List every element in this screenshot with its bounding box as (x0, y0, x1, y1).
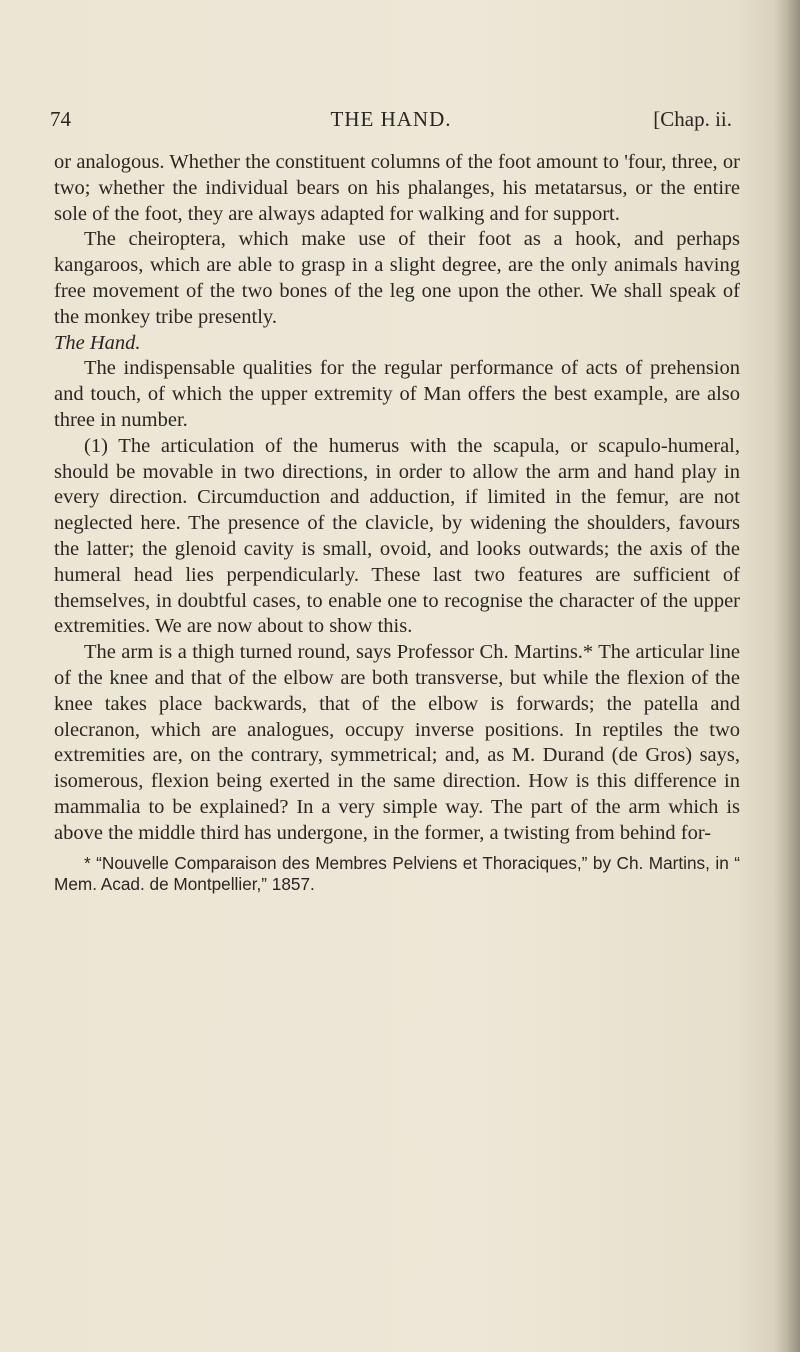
paragraph: The indispensable qualities for the regular performance of acts of prehension and touch, of which the upper extremity of Man offers the best example, are also three in number. (54, 357, 740, 431)
section-heading: The Hand. (54, 331, 141, 354)
page-edge-shadow (774, 0, 800, 1352)
paragraph: or analogous. Whether the constituent columns of the foot amount to 'four, three, or two; whether the individual bears on his phalanges, his metatarsus, or the entire sole of the foot, they are always adapted for walking and for support. (54, 151, 740, 225)
body-text (54, 150, 740, 895)
paragraph: The cheiroptera, which make use of their foot as a hook, and perhaps kangaroos, which are able to grasp in a slight degree, are the only animals having free movement of the two bones of the leg one upon the other. We shall speak of the monkey tribe presently. (54, 228, 740, 328)
chapter-reference: [Chap. ii. (653, 107, 732, 131)
page-number: 74 (50, 107, 71, 131)
running-title: THE HAND. (330, 107, 452, 131)
paragraph: The arm is a thigh turned round, says Professor Ch. Martins.* The articular line of the knee and that of the elbow are both transverse, but while the flexion of the knee takes place backwards, that of the elbow is forwards; the patella and olecranon, which are analogues, occupy inverse positions. In reptiles the two extremities are, on the contrary, symmetrical; and, as M. Durand (de Gros) says, isomerous, flexion being exerted in the same direction. How is this difference in mammalia to be explained? In a very simple way. The part of the arm which is above the middle third has undergone, in the former, a twisting from behind for- (54, 641, 740, 844)
running-head (50, 107, 732, 131)
paragraph: (1) The articulation of the humerus with the scapula, or scapulo-humeral, should be movable in two directions, in order to allow the arm and hand play in every direction. Circumduction and adduction, if limited in the femur, are not neglected here. The presence of the clavicle, by widening the shoulders, favours the latter; the glenoid cavity is small, ovoid, and looks outwards; the axis of the humeral head lies perpendicularly. These last two features are sufficient of themselves, in doubtful cases, to enable one to recognise the character of the upper extremities. We are now about to show this. (54, 434, 740, 638)
footnote: * “Nouvelle Comparaison des Membres Pelviens et Thoraciques,” by Ch. Martins, in “ Mem. Acad. de Montpellier,” 1857. (54, 852, 740, 894)
